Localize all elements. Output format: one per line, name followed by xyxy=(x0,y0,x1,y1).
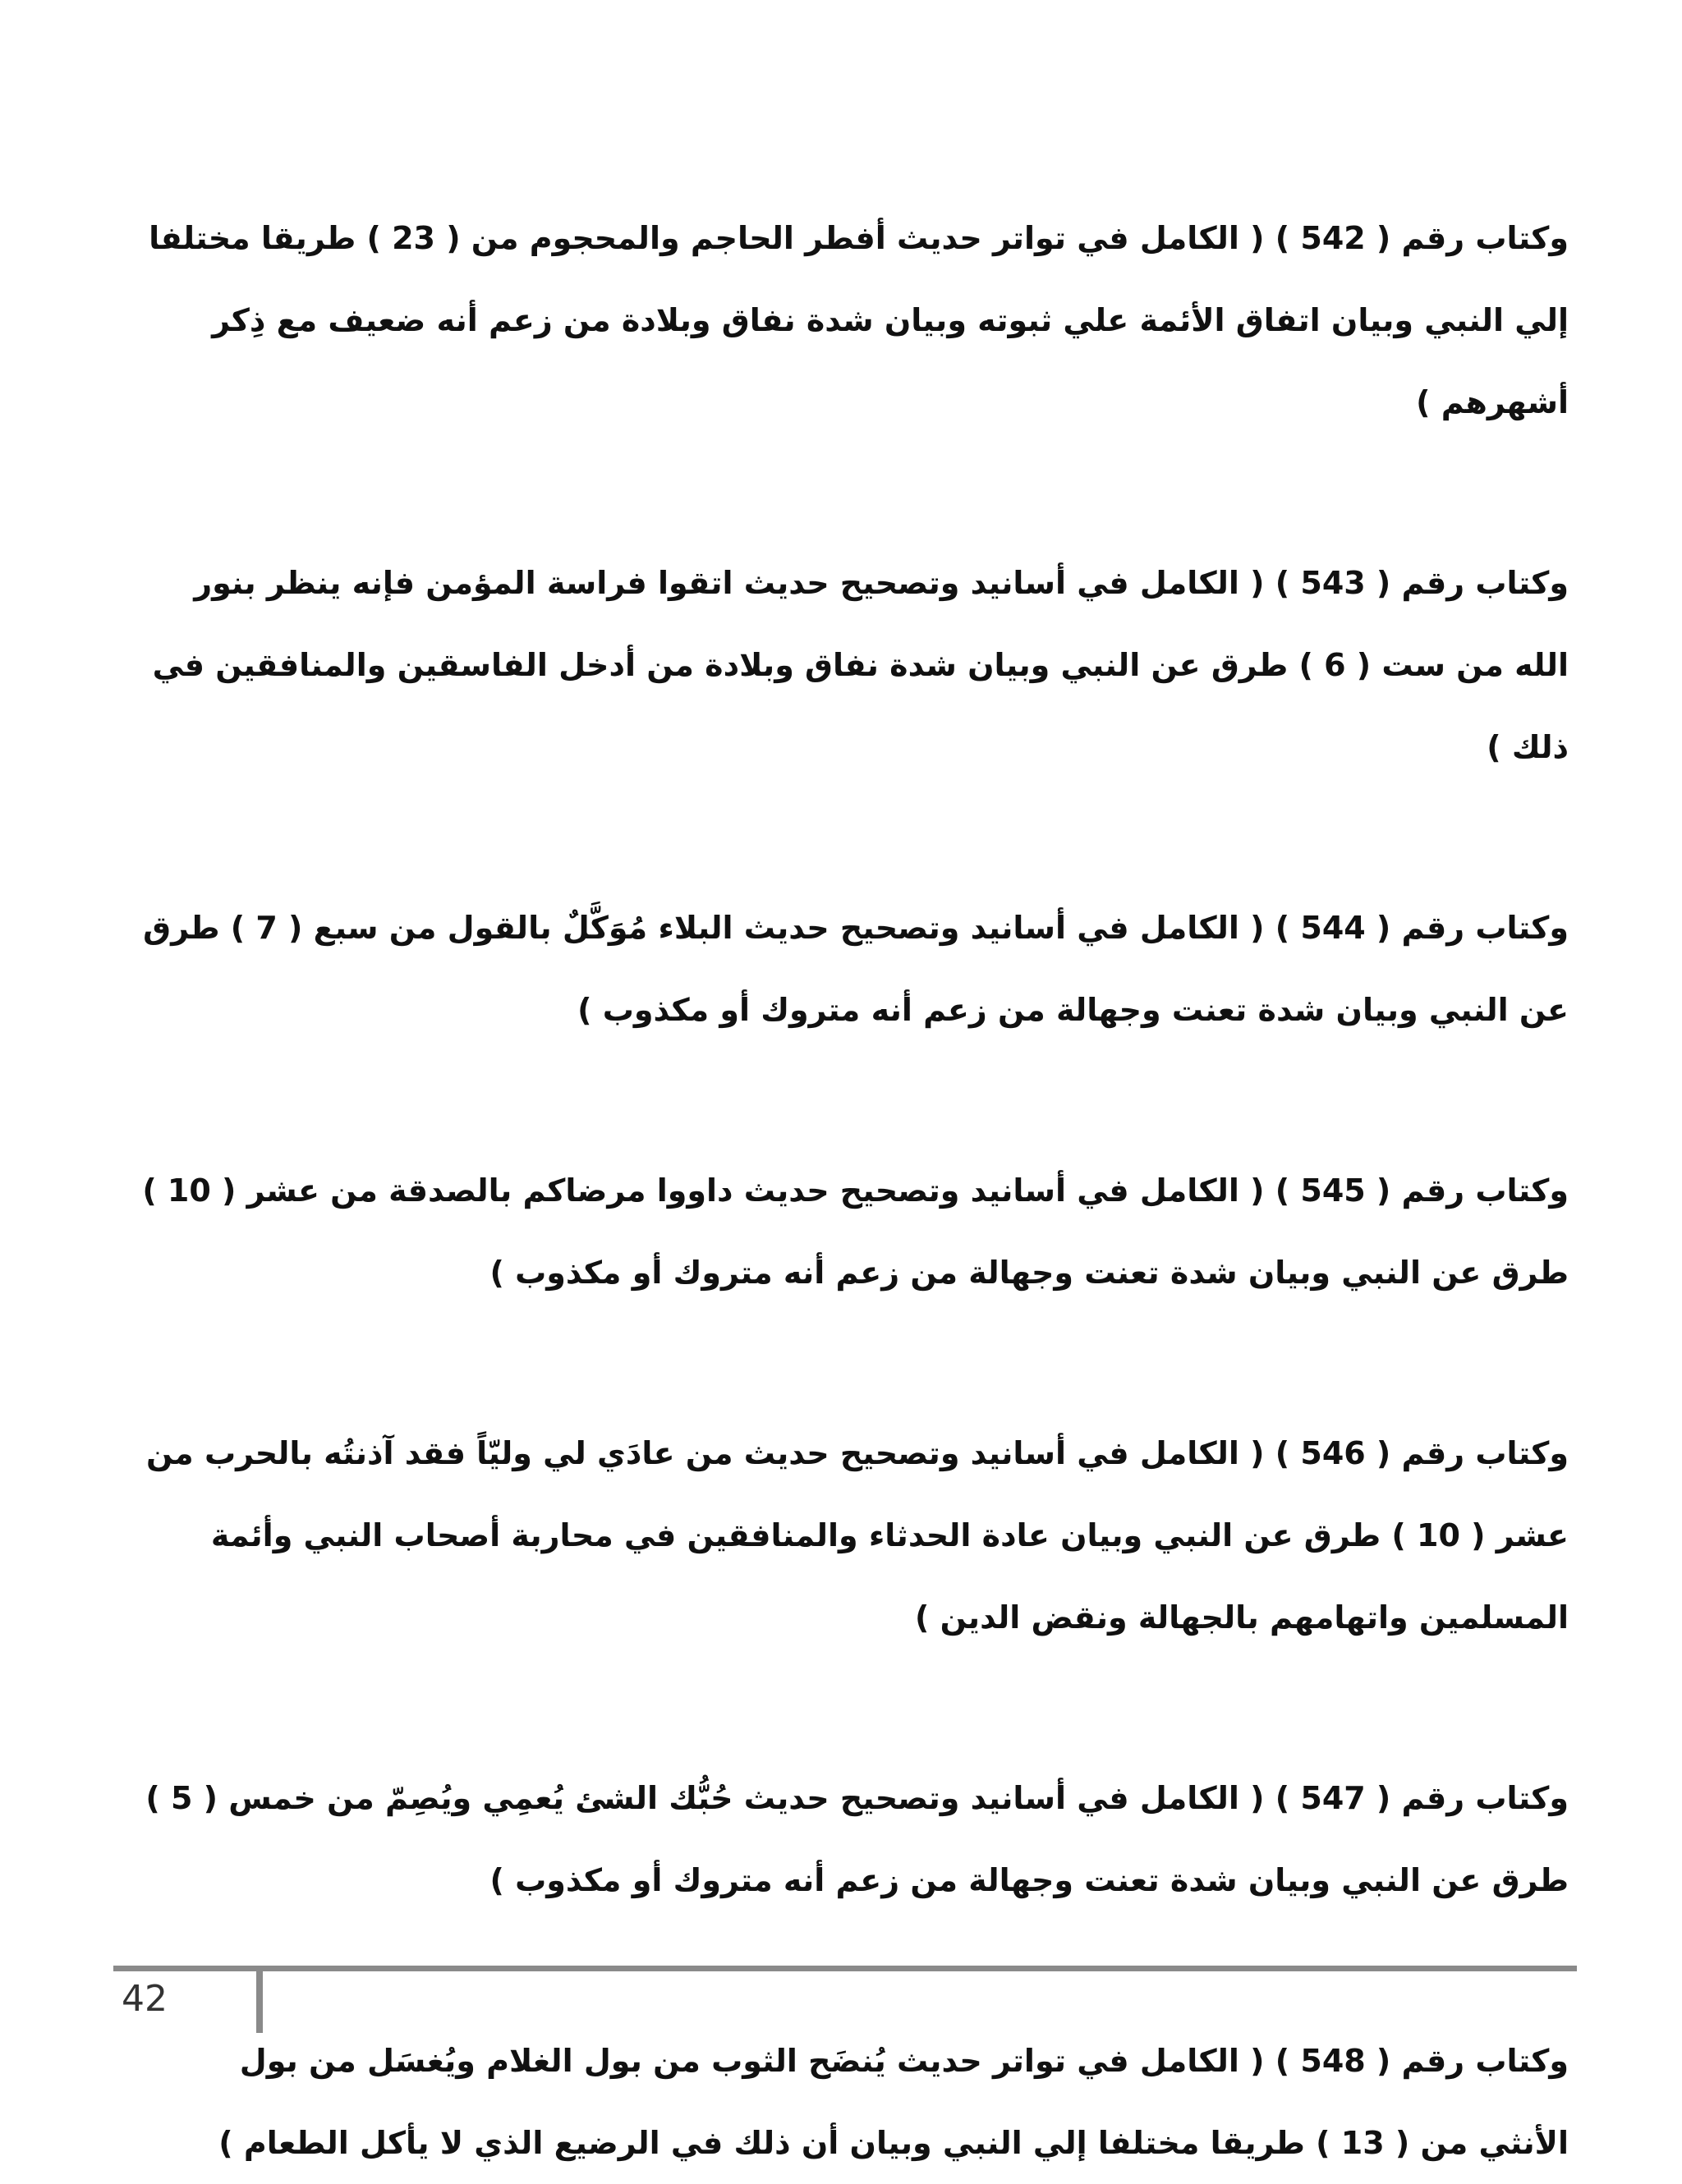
book-entry-548: وكتاب رقم ( 548 ) ( الكامل في تواتر حديث يُنضَح الثوب من بول الغلام ويُغسَل من بول الأنثي من ( 13 ) طريقا مختلفا إلي النبي وبيان أن ذلك في الرضيع الذي لا يأكل الطعام ) xyxy=(218,2043,1569,2161)
book-entry-546: وكتاب رقم ( 546 ) ( الكامل في أسانيد وتصحيح حديث من عادَي لي وليّاً فقد آذنتُه بالحرب من عشر ( 10 ) طرق عن النبي وبيان عادة الحدثاء والمنافقين في محاربة أصحاب النبي وأئمة المسلمين واتهامهم بالجهالة ونقض الدين ) xyxy=(145,1435,1569,1636)
book-entry-545: وكتاب رقم ( 545 ) ( الكامل في أسانيد وتصحيح حديث داووا مرضاكم بالصدقة من عشر ( 10 ) طرق عن النبي وبيان شدة تعنت وجهالة من زعم أنه متروك أو مكذوب ) xyxy=(142,1172,1569,1291)
book-entry-544: وكتاب رقم ( 544 ) ( الكامل في أسانيد وتصحيح حديث البلاء مُوَكَّلٌ بالقول من سبع ( 7 ) طرق عن النبي وبيان شدة تعنت وجهالة من زعم أنه متروك أو مكذوب ) xyxy=(143,910,1569,1028)
footer-divider xyxy=(256,1971,263,2033)
footer-rule xyxy=(113,1966,1577,1971)
book-entry-547: وكتاب رقم ( 547 ) ( الكامل في أسانيد وتصحيح حديث حُبُّك الشئ يُعمِي ويُصِمّ من خمس ( 5 ) طرق عن النبي وبيان شدة تعنت وجهالة من زعم أنه متروك أو مكذوب ) xyxy=(145,1780,1569,1898)
book-entry-542: وكتاب رقم ( 542 ) ( الكامل في تواتر حديث أفطر الحاجم والمحجوم من ( 23 ) طريقا مختلفا إلي النبي وبيان اتفاق الأئمة علي ثبوته وبيان شدة نفاق وبلادة من زعم أنه ضعيف مع ذِكر أشهرهم ) xyxy=(149,220,1569,420)
book-entry-543: وكتاب رقم ( 543 ) ( الكامل في أسانيد وتصحيح حديث اتقوا فراسة المؤمن فإنه ينظر بنور الله من ست ( 6 ) طرق عن النبي وبيان شدة نفاق وبلادة من أدخل الفاسقين والمنافقين في ذلك ) xyxy=(152,565,1569,765)
page-body xyxy=(140,197,1569,2184)
page-number: 42 xyxy=(122,1978,168,2020)
